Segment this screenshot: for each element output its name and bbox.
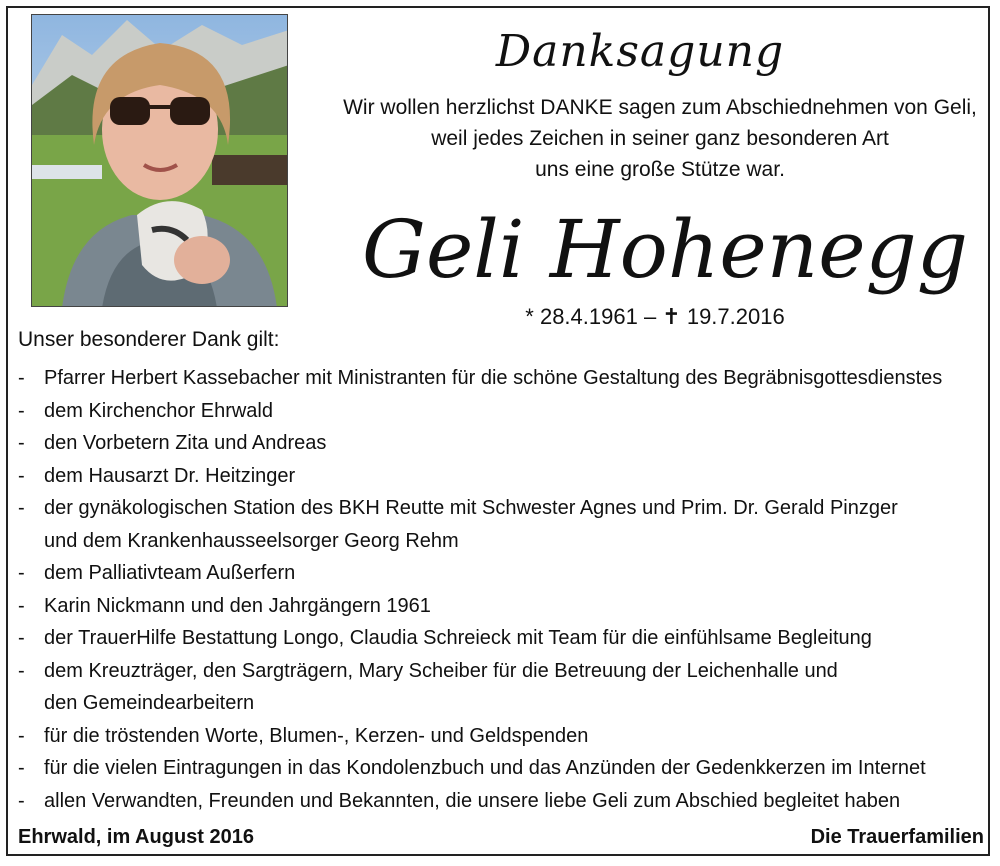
list-dash: -	[18, 432, 25, 454]
list-item-text: dem Palliativteam Außerfern	[44, 562, 296, 584]
list-item-text: für die vielen Eintragungen in das Kondolenzbuch und das Anzünden der Gedenkkerzen im Internet	[44, 757, 926, 779]
list-item	[18, 557, 988, 590]
list-item	[18, 492, 988, 557]
list-item	[18, 785, 988, 818]
list-item-text: den Vorbetern Zita und Andreas	[44, 432, 327, 454]
place-date: Ehrwald, im August 2016	[18, 826, 254, 848]
list-item	[18, 590, 988, 623]
list-dash: -	[18, 367, 25, 389]
list-dash: -	[18, 627, 25, 649]
list-item-text-continued: den Gemeindearbeitern	[44, 692, 255, 714]
list-item-text-continued: und dem Krankenhausseelsorger Georg Rehm	[44, 529, 459, 552]
list-dash: -	[18, 399, 25, 422]
list-item	[18, 362, 988, 395]
list-item	[18, 427, 988, 460]
list-item	[18, 655, 988, 720]
intro-line: weil jedes Zeichen in seiner ganz besonderen Art	[431, 127, 889, 150]
list-item-text: Pfarrer Herbert Kassebacher mit Ministranten für die schöne Gestaltung des Begräbnisgottesdienstes	[44, 367, 943, 389]
life-dates: * 28.4.1961 – ✝ 19.7.2016	[525, 304, 785, 329]
list-item-text: dem Hausarzt Dr. Heitzinger	[44, 464, 296, 487]
list-dash: -	[18, 659, 25, 682]
thanks-list	[18, 362, 988, 817]
deceased-name: Geli Hohenegg	[362, 203, 968, 296]
list-item	[18, 622, 988, 655]
list-dash: -	[18, 562, 25, 584]
list-dash: -	[18, 594, 25, 617]
thanks-intro: Unser besonderer Dank gilt:	[18, 328, 280, 351]
intro-text	[300, 92, 1000, 185]
list-dash: -	[18, 757, 25, 779]
list-item	[18, 720, 988, 753]
list-item	[18, 752, 988, 785]
intro-line: Wir wollen herzlichst DANKE sagen zum Abschiednehmen von Geli,	[343, 96, 977, 119]
list-item-text: dem Kreuzträger, den Sargträgern, Mary Scheiber für die Betreuung der Leichenhalle und	[44, 659, 838, 682]
list-item	[18, 395, 988, 428]
list-dash: -	[18, 724, 25, 747]
list-item-text: für die tröstenden Worte, Blumen-, Kerzen- und Geldspenden	[44, 724, 589, 747]
list-dash: -	[18, 789, 25, 812]
list-dash: -	[18, 497, 25, 519]
portrait-photo	[31, 14, 288, 307]
list-item-text: der TrauerHilfe Bestattung Longo, Claudia Schreieck mit Team für die einfühlsame Begleitung	[44, 627, 872, 649]
list-item-text: dem Kirchenchor Ehrwald	[44, 399, 273, 422]
list-item-text: der gynäkologischen Station des BKH Reutte mit Schwester Agnes und Prim. Dr. Gerald Pinzger	[44, 497, 898, 519]
intro-line: uns eine große Stütze war.	[535, 158, 785, 181]
heading-danksagung: Danksagung	[495, 26, 785, 77]
list-dash: -	[18, 464, 25, 487]
list-item-text: Karin Nickmann und den Jahrgängern 1961	[44, 594, 431, 617]
signature: Die Trauerfamilien	[810, 826, 984, 848]
list-item	[18, 460, 988, 493]
list-item-text: allen Verwandten, Freunden und Bekannten, die unsere liebe Geli zum Abschied begleitet haben	[44, 789, 901, 812]
